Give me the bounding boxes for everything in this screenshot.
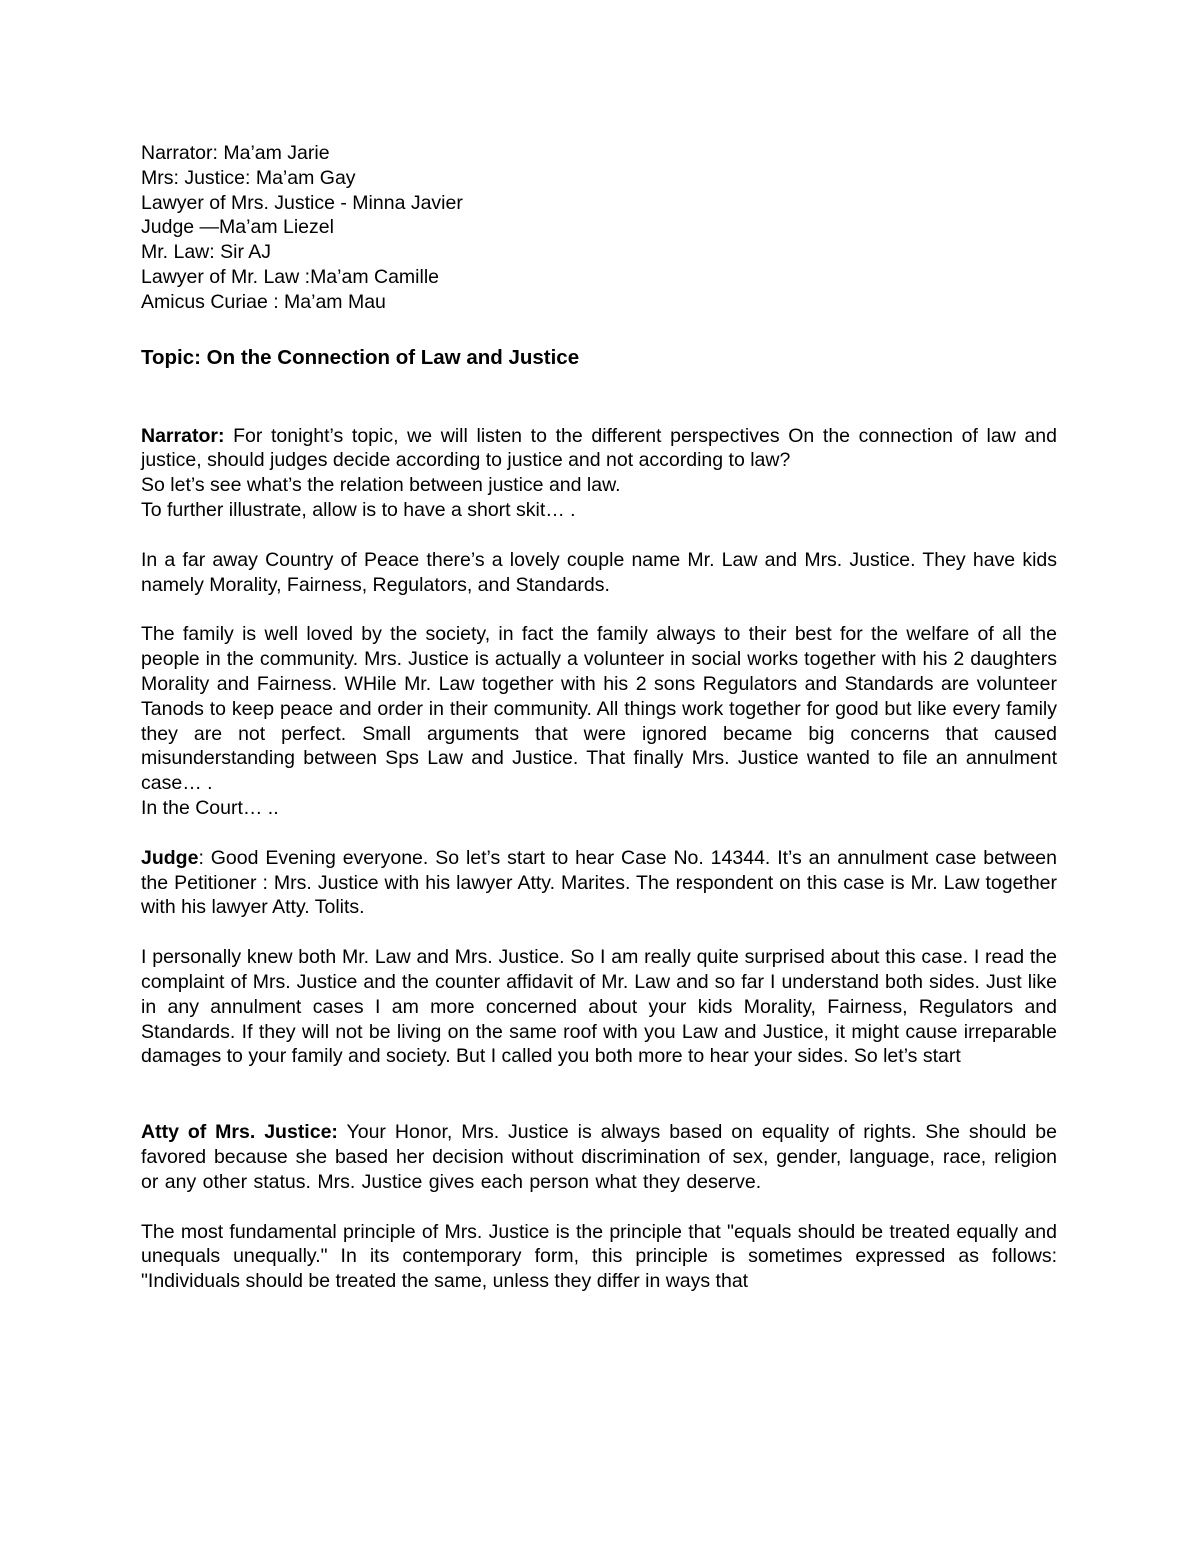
cast-mrs-justice: Mrs: Justice: Ma’am Gay (141, 166, 356, 189)
cast-lawyer-mrs-justice: Lawyer of Mrs. Justice - Minna Javier (141, 191, 463, 214)
judge-text: : Good Evening everyone. So let’s start to hear Case No. 14344. It’s an annulment case between the Petitioner : Mrs. Justice with his lawyer Atty. Marites. The respondent on this case is Mr. Law together with his lawyer Atty. Tolits. (141, 846, 1057, 919)
document-page (141, 141, 1057, 1294)
judge-paragraph (141, 846, 1057, 920)
narrator-speaker: Narrator: (141, 424, 225, 447)
judge-speaker: Judge (141, 846, 199, 869)
cast-lawyer-mr-law: Lawyer of Mr. Law :Ma’am Camille (141, 265, 440, 288)
atty-justice-paragraph-2: The most fundamental principle of Mrs. Justice is the principle that "equals should be treated equally and unequals unequally." In its contemporary form, this principle is sometimes expressed as follows: "Individuals should be treated the same, unless they differ in ways that (141, 1220, 1057, 1293)
cast-mr-law: Mr. Law: Sir AJ (141, 241, 272, 264)
topic-heading: Topic: On the Connection of Law and Justice (141, 345, 580, 369)
judge-paragraph-2: I personally knew both Mr. Law and Mrs. Justice. So I am really quite surprised about this case. I read the complaint of Mrs. Justice and the counter affidavit of Mr. Law and so far I understand both sides. Just like in any annulment cases I am more concerned about your kids Morality, Fairness, Regulators and Standards. If they will not be living on the same roof with you Law and Justice, it might cause irreparable damages to your family and society. But I called you both more to hear your sides. So let’s start (141, 946, 1057, 1068)
cast-amicus-curiae: Amicus Curiae : Ma’am Mau (141, 290, 386, 313)
cast-narrator: Narrator: Ma’am Jarie (141, 142, 330, 164)
story-paragraph-2: The family is well loved by the society, in fact the family always to their best for the welfare of all the people in the community. Mrs. Justice is actually a volunteer in social works together with his 2 daughters Morality and Fairness. WHile Mr. Law together with his 2 sons Regulators and Standards are volunteer Tanods to keep peace and order in their community. All things work together for good but like every family they are not perfect. Small arguments that were ignored became big concerns that caused misunderstanding between Sps Law and Justice. That finally Mrs. Justice wanted to file an annulment case… . (141, 623, 1057, 795)
story-paragraph-1: In a far away Country of Peace there’s a lovely couple name Mr. Law and Mrs. Justice. They have kids namely Morality, Fairness, Regulators, and Standards. (141, 548, 1057, 596)
narrator-text: For tonight’s topic, we will listen to the different perspectives On the connection of law and justice, should judges decide according to justice and not according to law? (141, 424, 1057, 472)
narrator-paragraph (141, 424, 1057, 474)
atty-justice-text: Your Honor, Mrs. Justice is always based on equality of rights. She should be favored because she based her decision without discrimination of sex, gender, language, race, religion or any other status. Mrs. Justice gives each person what they deserve. (141, 1121, 1058, 1193)
narrator-line-2: So let’s see what’s the relation between justice and law. (141, 474, 621, 497)
atty-justice-speaker: Atty of Mrs. Justice: (141, 1121, 338, 1144)
cast-list (141, 141, 1057, 315)
atty-justice-paragraph (141, 1120, 1057, 1194)
cast-judge: Judge —Ma’am Liezel (141, 216, 334, 239)
illustrate-line: To further illustrate, allow is to have a short skit… . (141, 498, 576, 521)
court-line: In the Court… .. (141, 796, 279, 819)
